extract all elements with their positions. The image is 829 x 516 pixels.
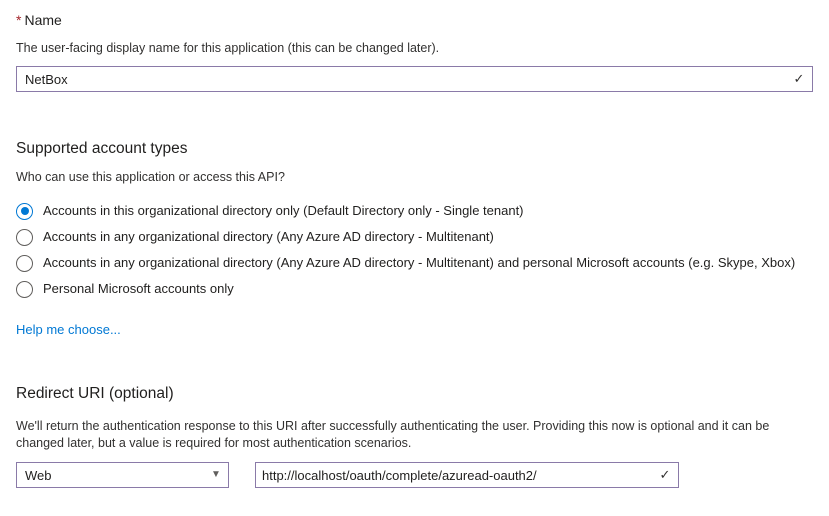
platform-select[interactable] — [16, 462, 229, 488]
radio-option-multitenant-and-personal[interactable] — [16, 250, 813, 276]
name-label-text: Name — [24, 12, 62, 28]
radio-option-label: Accounts in any organizational directory (Any Azure AD directory - Multitenant) and personal Microsoft accounts (e.g. Skype, Xbox) — [43, 255, 796, 270]
name-helper-text: The user-facing display name for this application (this can be changed later). — [16, 41, 440, 55]
required-marker-icon: * — [16, 12, 22, 28]
redirect-uri-heading: Redirect URI (optional) — [16, 385, 174, 402]
name-input[interactable] — [17, 67, 786, 91]
radio-option-label: Personal Microsoft accounts only — [43, 281, 234, 296]
name-label — [16, 10, 813, 30]
name-input-container[interactable] — [16, 66, 813, 92]
redirect-uri-input[interactable] — [256, 463, 652, 487]
redirect-uri-input-container[interactable] — [255, 462, 679, 488]
help-me-choose-link[interactable]: Help me choose... — [16, 322, 121, 337]
redirect-uri-helper-text: We'll return the authentication response to this URI after successfully authenticating the user. Providing this now is optional and it can be changed later, but a value is required for most authentication scenarios. — [16, 419, 770, 450]
radio-button-icon[interactable] — [16, 255, 33, 272]
radio-button-icon[interactable] — [16, 203, 33, 220]
redirect-uri-row — [16, 462, 813, 488]
radio-button-icon[interactable] — [16, 281, 33, 298]
supported-account-types-heading: Supported account types — [16, 140, 188, 157]
checkmark-icon: ✓ — [793, 71, 805, 86]
radio-option-label: Accounts in any organizational directory (Any Azure AD directory - Multitenant) — [43, 229, 494, 244]
account-types-question: Who can use this application or access this API? — [16, 170, 285, 184]
radio-button-icon[interactable] — [16, 229, 33, 246]
platform-select-value: Web — [25, 467, 52, 483]
radio-option-label: Accounts in this organizational directory only (Default Directory only - Single tenant) — [43, 203, 524, 218]
checkmark-icon: ✓ — [659, 467, 671, 482]
account-types-radio-group[interactable] — [16, 198, 813, 302]
radio-option-single-tenant[interactable] — [16, 198, 813, 224]
radio-option-personal-only[interactable] — [16, 276, 813, 302]
radio-option-multitenant[interactable] — [16, 224, 813, 250]
chevron-down-icon[interactable]: ▼ — [211, 469, 221, 480]
